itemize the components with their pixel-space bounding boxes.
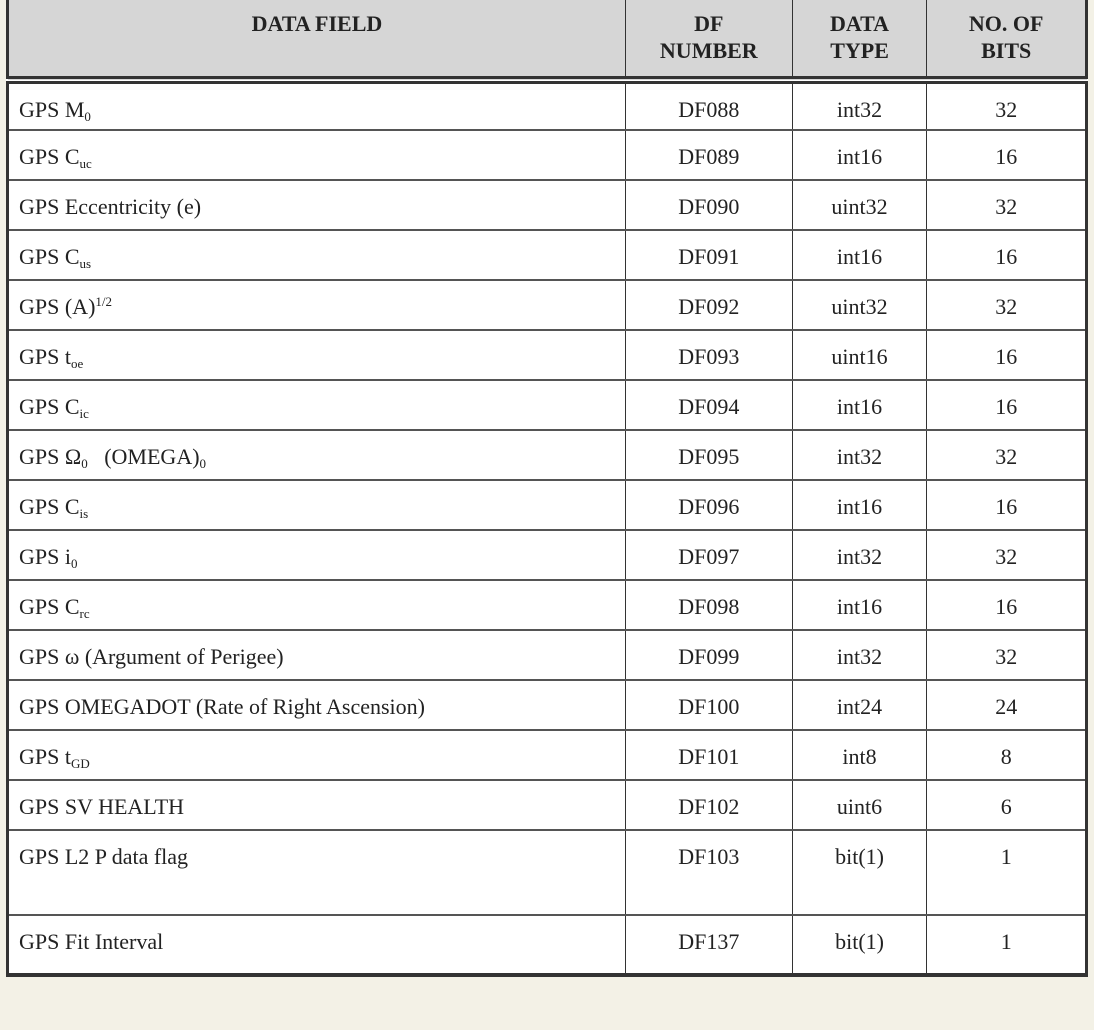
cell-data-field (8, 280, 626, 330)
table-row (8, 430, 1087, 480)
table-row (8, 80, 1087, 130)
cell-data-type: uint32 (792, 180, 927, 230)
data-field-table (6, 0, 1088, 977)
subscript: uc (79, 156, 92, 171)
header-label: NO. OF (968, 11, 1044, 36)
header-data-type (792, 0, 927, 80)
cell-df-number: DF102 (625, 780, 792, 830)
cell-no-of-bits: 16 (927, 330, 1087, 380)
cell-data-type: bit(1) (792, 830, 927, 915)
cell-no-of-bits: 1 (927, 915, 1087, 975)
cell-data-type: int16 (792, 580, 927, 630)
cell-data-field (8, 630, 626, 680)
cell-data-field (8, 480, 626, 530)
cell-data-type: int8 (792, 730, 927, 780)
cell-no-of-bits: 16 (927, 380, 1087, 430)
cell-df-number: DF093 (625, 330, 792, 380)
cell-df-number: DF096 (625, 480, 792, 530)
cell-data-field (8, 80, 626, 130)
subscript: oe (70, 356, 84, 371)
header-label: BITS (981, 38, 1032, 63)
subscript: 0 (81, 456, 88, 471)
cell-data-type: int16 (792, 230, 927, 280)
cell-data-field (8, 330, 626, 380)
cell-no-of-bits: 8 (927, 730, 1087, 780)
cell-data-field (8, 580, 626, 630)
table-body (8, 80, 1087, 975)
cell-df-number: DF091 (625, 230, 792, 280)
cell-no-of-bits: 1 (927, 830, 1087, 915)
cell-data-type: int32 (792, 430, 927, 480)
cell-no-of-bits: 16 (927, 480, 1087, 530)
table-row (8, 730, 1087, 780)
header-label: TYPE (830, 38, 889, 63)
cell-no-of-bits: 32 (927, 280, 1087, 330)
field-text: GPS M (19, 97, 85, 122)
header-label: DATA FIELD (251, 11, 383, 36)
field-text: GPS SV HEALTH (19, 794, 185, 819)
subscript: ic (79, 406, 89, 421)
subscript: rc (79, 606, 90, 621)
cell-no-of-bits: 32 (927, 630, 1087, 680)
subscript: 0 (84, 109, 91, 124)
table-row (8, 830, 1087, 915)
cell-data-field (8, 530, 626, 580)
table-row (8, 580, 1087, 630)
header-df-number (625, 0, 792, 80)
cell-df-number: DF092 (625, 280, 792, 330)
table-row (8, 630, 1087, 680)
table-row (8, 280, 1087, 330)
cell-df-number: DF100 (625, 680, 792, 730)
table-row (8, 915, 1087, 975)
table-row (8, 330, 1087, 380)
cell-data-field (8, 780, 626, 830)
cell-df-number: DF097 (625, 530, 792, 580)
field-text: GPS Ω (19, 444, 82, 469)
cell-data-field (8, 680, 626, 730)
header-label: NUMBER (659, 38, 758, 63)
field-text: GPS C (19, 144, 80, 169)
table-row (8, 230, 1087, 280)
field-text: GPS C (19, 594, 80, 619)
cell-data-type: int16 (792, 480, 927, 530)
table-row (8, 180, 1087, 230)
cell-df-number: DF095 (625, 430, 792, 480)
field-text: GPS L2 P data flag (19, 844, 189, 869)
field-text: GPS t (19, 344, 71, 369)
cell-data-type: uint32 (792, 280, 927, 330)
table-row (8, 530, 1087, 580)
cell-data-type: int32 (792, 80, 927, 130)
cell-df-number: DF098 (625, 580, 792, 630)
cell-data-field (8, 180, 626, 230)
cell-data-type: uint16 (792, 330, 927, 380)
cell-data-type: int16 (792, 380, 927, 430)
cell-no-of-bits: 16 (927, 230, 1087, 280)
field-text: GPS Fit Interval (19, 929, 164, 954)
cell-no-of-bits: 32 (927, 530, 1087, 580)
table-row (8, 480, 1087, 530)
subscript: GD (70, 756, 90, 771)
subscript: us (79, 256, 92, 271)
cell-df-number: DF103 (625, 830, 792, 915)
field-text: GPS Eccentricity (e) (19, 194, 202, 219)
field-text: GPS C (19, 244, 80, 269)
table-row (8, 380, 1087, 430)
cell-df-number: DF137 (625, 915, 792, 975)
table-row (8, 780, 1087, 830)
table-row (8, 680, 1087, 730)
cell-df-number: DF088 (625, 80, 792, 130)
cell-data-field (8, 130, 626, 180)
cell-no-of-bits: 16 (927, 130, 1087, 180)
cell-data-field (8, 915, 626, 975)
cell-df-number: DF101 (625, 730, 792, 780)
subscript: 0 (70, 556, 78, 571)
field-text: (OMEGA) (87, 444, 200, 469)
header-row (8, 0, 1087, 80)
cell-data-type: bit(1) (792, 915, 927, 975)
cell-df-number: DF094 (625, 380, 792, 430)
cell-data-field (8, 430, 626, 480)
field-text: GPS C (19, 494, 80, 519)
cell-data-type: int24 (792, 680, 927, 730)
cell-data-field (8, 730, 626, 780)
cell-data-field (8, 380, 626, 430)
cell-data-field (8, 830, 626, 915)
field-text: GPS C (19, 394, 80, 419)
field-text: GPS ω (Argument of Perigee) (19, 644, 284, 669)
table-row (8, 130, 1087, 180)
cell-no-of-bits: 16 (927, 580, 1087, 630)
field-text: GPS i (19, 544, 71, 569)
cell-data-type: uint6 (792, 780, 927, 830)
subscript: 0 (199, 456, 207, 471)
cell-data-type: int32 (792, 630, 927, 680)
field-text: GPS OMEGADOT (Rate of Right Ascension) (19, 694, 425, 719)
cell-no-of-bits: 32 (927, 80, 1087, 130)
cell-df-number: DF099 (625, 630, 792, 680)
cell-df-number: DF090 (625, 180, 792, 230)
cell-no-of-bits: 32 (927, 430, 1087, 480)
superscript: 1/2 (95, 294, 113, 309)
cell-data-type: int32 (792, 530, 927, 580)
cell-data-type: int16 (792, 130, 927, 180)
header-no-of-bits (927, 0, 1087, 80)
header-label: DATA (830, 11, 890, 36)
field-text: GPS (A) (19, 294, 96, 319)
field-text: GPS t (19, 744, 71, 769)
cell-no-of-bits: 32 (927, 180, 1087, 230)
cell-no-of-bits: 24 (927, 680, 1087, 730)
cell-df-number: DF089 (625, 130, 792, 180)
subscript: is (79, 506, 89, 521)
cell-data-field (8, 230, 626, 280)
cell-no-of-bits: 6 (927, 780, 1087, 830)
header-data-field (8, 0, 626, 80)
header-label: DF (694, 11, 724, 36)
